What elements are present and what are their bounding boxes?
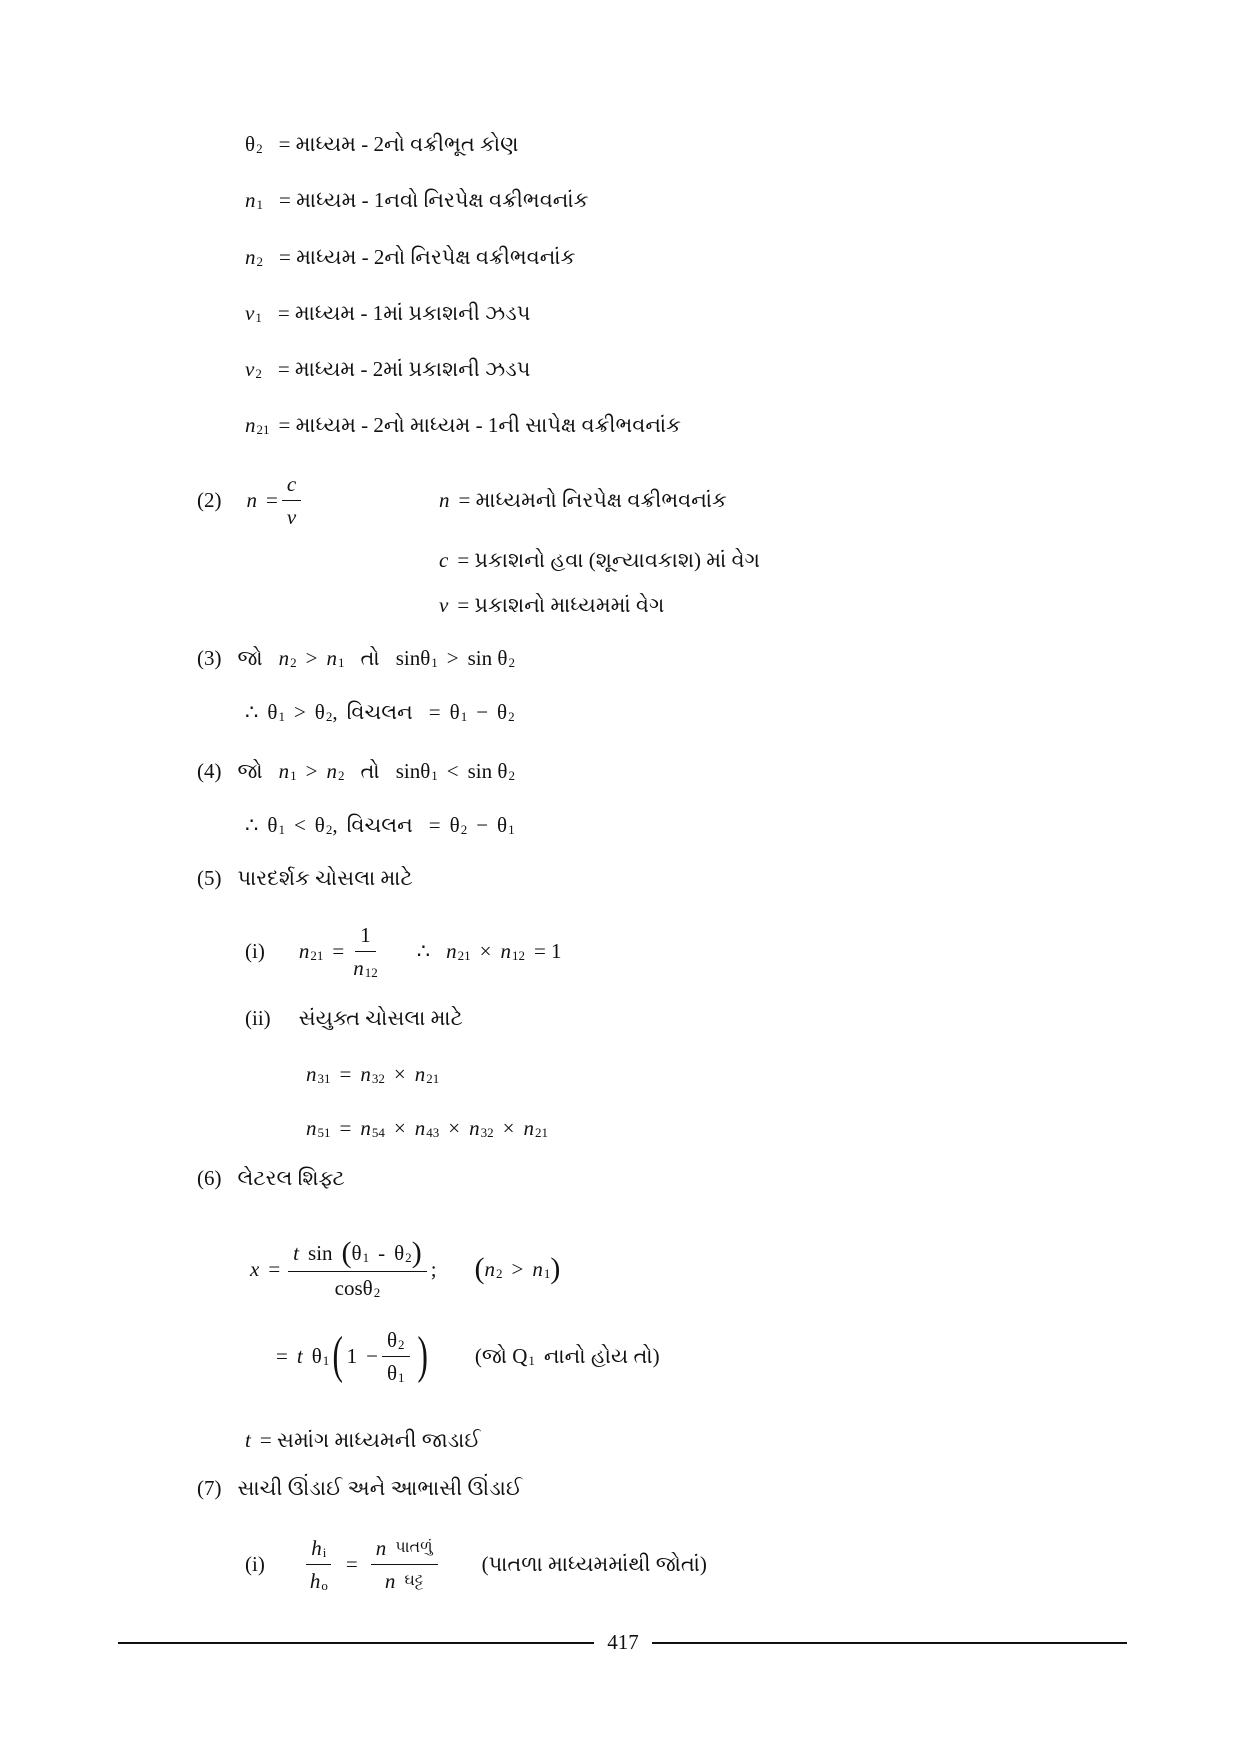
subscript: 1: [460, 709, 468, 725]
symbol: n: [414, 1062, 426, 1086]
cosine-term: cosθ: [334, 1275, 373, 1300]
operator: <: [293, 813, 306, 837]
symbol: h: [309, 1568, 321, 1593]
left-paren: (: [474, 1252, 485, 1285]
subscript: 2: [256, 254, 264, 270]
numerator: 1: [355, 922, 376, 952]
operator: >: [446, 646, 459, 670]
minus-sign: -: [378, 1240, 386, 1265]
numerator: c: [282, 471, 301, 501]
right-paren: ): [411, 1235, 422, 1269]
deviation-label: વિચલન: [346, 813, 413, 837]
definition-text: = માધ્યમ - 1નવો નિરપેક્ષ વક્રીભવનાંક: [279, 188, 589, 212]
item-2-formula: [197, 470, 305, 530]
subscript: 31: [317, 1071, 331, 1087]
symbol: n: [360, 1116, 371, 1140]
subscript: 43: [426, 1125, 440, 1141]
subscript: 1: [431, 655, 438, 671]
definition-text: = પ્રકાશનો માધ્યમમાં વેગ: [457, 593, 665, 617]
numerator: [288, 1235, 427, 1272]
item-5-ii-equation-2: [306, 1114, 548, 1142]
subscript: 2: [325, 822, 333, 838]
if-word: જો: [237, 646, 263, 670]
item-number: (4): [197, 759, 222, 783]
subscript: 54: [371, 1125, 385, 1141]
comma: ,: [332, 813, 338, 837]
symbol: θ: [497, 813, 508, 837]
fraction: [382, 1327, 410, 1386]
times-sign: ×: [393, 1062, 406, 1086]
definition-text: = માધ્યમ - 2માં પ્રકાશની ઝડપ: [277, 357, 531, 381]
fraction: [282, 471, 301, 530]
times-sign: ×: [479, 939, 492, 963]
comma: ,: [332, 700, 338, 724]
symbol: θ: [449, 700, 460, 724]
semicolon: ;: [430, 1257, 437, 1281]
equals-sign: =: [428, 813, 441, 837]
numerator: [382, 1327, 410, 1357]
definition-line: [245, 355, 530, 383]
symbol: n: [360, 1062, 371, 1086]
symbol: n: [298, 939, 310, 963]
symbol: h: [311, 1535, 322, 1560]
symbol: n: [446, 939, 457, 963]
left-paren: (: [332, 1327, 344, 1384]
subscript: 2: [405, 1249, 412, 1265]
subscript: 12: [364, 964, 378, 980]
symbol: n: [439, 488, 450, 512]
item-6-thickness-definition: [245, 1426, 481, 1454]
then-word: તો: [360, 759, 380, 783]
subscript: i: [322, 1544, 327, 1560]
symbol: n: [384, 1568, 396, 1593]
item-6-lateral-shift-formula: [250, 1234, 560, 1304]
definition-text: = સમાંગ માધ્યમની જાડાઈ: [259, 1428, 481, 1452]
subscript: o: [321, 1577, 328, 1593]
equals-sign: =: [276, 1344, 288, 1368]
number-one: 1: [346, 1344, 358, 1368]
numerator: [371, 1535, 438, 1565]
times-sign: ×: [448, 1116, 461, 1140]
denser-label: ઘટ્ટ: [404, 1571, 424, 1589]
minus-sign: −: [366, 1344, 378, 1368]
item-4-result: [245, 811, 515, 839]
subscript: 1: [362, 1249, 370, 1265]
definition-text: = માધ્યમ - 2નો માધ્યમ - 1ની સાપેક્ષ વક્રીભવનાંક: [278, 413, 681, 437]
sine-term: sinθ: [395, 646, 431, 670]
times-sign: ×: [502, 1116, 515, 1140]
definition-line: [245, 243, 575, 271]
item-4-condition: [197, 757, 515, 785]
subscript: 1: [431, 768, 438, 784]
symbol: θ: [267, 700, 278, 724]
symbol: n: [414, 1116, 426, 1140]
definition-line: [245, 186, 588, 214]
symbol: n: [246, 488, 257, 512]
then-word: તો: [360, 646, 380, 670]
operator: >: [305, 759, 318, 783]
subitem-label: (i): [245, 939, 265, 963]
item-7-i-formula: [245, 1529, 707, 1599]
subscript: 2: [460, 822, 468, 838]
definition-text: = માધ્યમ - 2નો વક્રીભૂત કોણ: [278, 132, 519, 156]
symbol: t: [296, 1344, 303, 1368]
definition-line: [245, 299, 530, 327]
note-text: (જો Q: [474, 1344, 528, 1368]
equals-sign: =: [339, 1062, 352, 1086]
subscript: 21: [457, 948, 471, 964]
symbol: n: [469, 1116, 480, 1140]
symbol: t: [245, 1428, 251, 1452]
symbol: θ: [449, 813, 460, 837]
definition-text: = માધ્યમનો નિરપેક્ષ વક્રીભવનાંક: [458, 488, 727, 512]
definition-line: [245, 411, 681, 439]
subscript: 21: [534, 1125, 548, 1141]
item-5-i-formula: [245, 919, 562, 983]
therefore-sign: ∴: [416, 939, 431, 963]
denominator: [348, 952, 383, 981]
subitem-label: (i): [245, 1552, 265, 1576]
subscript: 2: [255, 366, 262, 382]
fraction: [288, 1235, 427, 1301]
symbol: θ: [497, 700, 508, 724]
item-3-condition: [197, 644, 515, 672]
fraction: [348, 922, 383, 981]
note-text: નાનો હોય તો): [543, 1344, 660, 1368]
symbol: θ: [394, 1240, 405, 1265]
symbol: v: [439, 593, 449, 617]
item-6-approximation: [276, 1316, 660, 1396]
subscript: 1: [255, 310, 262, 326]
symbol: n: [306, 1062, 317, 1086]
symbol: n: [326, 646, 337, 670]
symbol: θ: [386, 1360, 397, 1385]
item-3-result: [245, 698, 515, 726]
subscript: 12: [511, 948, 525, 964]
if-word: જો: [237, 759, 263, 783]
item-7-heading: [197, 1474, 522, 1502]
symbol: n: [245, 188, 256, 212]
item-title: લેટરલ શિફ્ટ: [237, 1166, 345, 1190]
item-number: (5): [197, 866, 222, 890]
sine-term: sinθ: [395, 759, 431, 783]
symbol: n: [375, 1535, 387, 1560]
left-paren: (: [341, 1235, 352, 1269]
operator: >: [511, 1257, 524, 1281]
therefore-sign: ∴: [245, 813, 259, 837]
symbol: n: [484, 1257, 496, 1281]
subscript: 1: [508, 822, 515, 838]
symbol: v: [245, 357, 255, 381]
subscript: 1: [256, 197, 264, 213]
subscript: 2: [290, 655, 297, 671]
subscript: 2: [256, 141, 263, 157]
operator: >: [293, 700, 306, 724]
deviation-label: વિચલન: [346, 700, 413, 724]
subscript: 2: [398, 1336, 405, 1352]
symbol: n: [278, 759, 290, 783]
symbol: θ: [314, 813, 325, 837]
minus-sign: −: [476, 700, 489, 724]
right-paren: ): [550, 1252, 561, 1285]
symbol: n: [523, 1116, 534, 1140]
item-title: સાચી ઊંડાઈ અને આભાસી ઊંડાઈ: [237, 1476, 523, 1500]
equals-sign: =: [428, 700, 441, 724]
subscript: 1: [322, 1353, 330, 1369]
equals-sign: =: [268, 1257, 281, 1281]
symbol: n: [306, 1116, 317, 1140]
item-2-definition: [439, 591, 664, 619]
equals-sign: =: [345, 1552, 358, 1576]
subscript: 1: [337, 655, 345, 671]
denominator: [305, 1565, 333, 1594]
item-number: (2): [197, 488, 222, 512]
subscript: 2: [508, 709, 515, 725]
subscript: 21: [256, 422, 270, 438]
subscript: 2: [325, 709, 333, 725]
symbol: n: [353, 955, 364, 980]
fraction: [371, 1535, 438, 1594]
operator: <: [446, 759, 459, 783]
symbol: θ: [314, 700, 325, 724]
equals-sign: =: [332, 939, 345, 963]
subscript: 2: [337, 768, 345, 784]
definition-text: = પ્રકાશનો હવા (શૂન્યાવકાશ) માં વેગ: [457, 548, 760, 572]
subscript: 2: [508, 768, 515, 784]
symbol: θ: [311, 1344, 322, 1368]
item-title: પારદર્શક ચોસલા માટે: [237, 866, 413, 890]
symbol: θ: [245, 132, 256, 156]
subscript: 21: [426, 1071, 440, 1087]
item-number: (6): [197, 1166, 222, 1190]
subscript: 2: [373, 1284, 381, 1300]
minus-sign: −: [476, 813, 489, 837]
symbol: x: [250, 1257, 260, 1281]
footer-rule-left: [118, 1642, 594, 1644]
subscript: 1: [278, 822, 285, 838]
note-text: (પાતળા માધ્યમમાંથી જોતાં): [481, 1552, 707, 1576]
symbol: n: [500, 939, 511, 963]
symbol: θ: [386, 1327, 397, 1352]
symbol: n: [278, 646, 290, 670]
page-number: [600, 1628, 646, 1656]
footer-rule-right: [652, 1642, 1127, 1644]
symbol: n: [326, 759, 337, 783]
definition-text: = માધ્યમ - 2નો નિરપેક્ષ વક્રીભવનાંક: [279, 245, 576, 269]
result: = 1: [533, 939, 562, 963]
rarer-label: પાતળું: [395, 1538, 433, 1556]
subitem-label: (ii): [245, 1006, 271, 1030]
equals-sign: =: [266, 488, 278, 512]
operator: >: [305, 646, 318, 670]
subscript: 32: [480, 1125, 494, 1141]
therefore-sign: ∴: [245, 700, 259, 724]
subscript: 2: [508, 655, 515, 671]
fraction: [305, 1535, 333, 1594]
denominator: [380, 1565, 429, 1594]
page-number-text: 417: [607, 1630, 639, 1654]
subscript: 51: [317, 1125, 331, 1141]
subitem-title: સંયુક્ત ચોસલા માટે: [298, 1006, 463, 1030]
item-6-heading: [197, 1164, 345, 1192]
denominator: [382, 1357, 410, 1386]
item-5-heading: [197, 864, 413, 892]
item-number: (7): [197, 1476, 222, 1500]
symbol: n: [245, 245, 256, 269]
definition-text: = માધ્યમ - 1માં પ્રકાશની ઝડપ: [277, 301, 531, 325]
symbol: θ: [267, 813, 278, 837]
equals-sign: =: [339, 1116, 352, 1140]
item-2-definition: [439, 546, 760, 574]
symbol: n: [245, 413, 256, 437]
item-number: (3): [197, 646, 222, 670]
subscript: 2: [496, 1266, 503, 1282]
symbol: θ: [351, 1240, 362, 1265]
definition-line: [245, 130, 518, 158]
denominator: [330, 1272, 386, 1301]
symbol: t: [293, 1240, 300, 1265]
subscript: 32: [371, 1071, 385, 1087]
symbol: n: [532, 1257, 543, 1281]
item-5-ii-heading: [245, 1004, 463, 1032]
symbol: v: [245, 301, 255, 325]
symbol: c: [439, 548, 449, 572]
right-paren: ): [416, 1327, 428, 1384]
item-2-definition: [439, 486, 727, 514]
subscript: 1: [290, 768, 297, 784]
sine-term: sin θ: [467, 646, 508, 670]
denominator: v: [286, 504, 297, 529]
subscript: 1: [278, 709, 285, 725]
times-sign: ×: [393, 1116, 406, 1140]
subscript: 1: [398, 1369, 405, 1385]
subscript: 21: [310, 948, 324, 964]
subscript: 1: [528, 1353, 535, 1369]
sine-function: sin: [308, 1240, 333, 1265]
sine-term: sin θ: [467, 759, 508, 783]
subscript: 1: [543, 1266, 551, 1282]
item-5-ii-equation-1: [306, 1060, 439, 1088]
numerator: [306, 1535, 331, 1565]
